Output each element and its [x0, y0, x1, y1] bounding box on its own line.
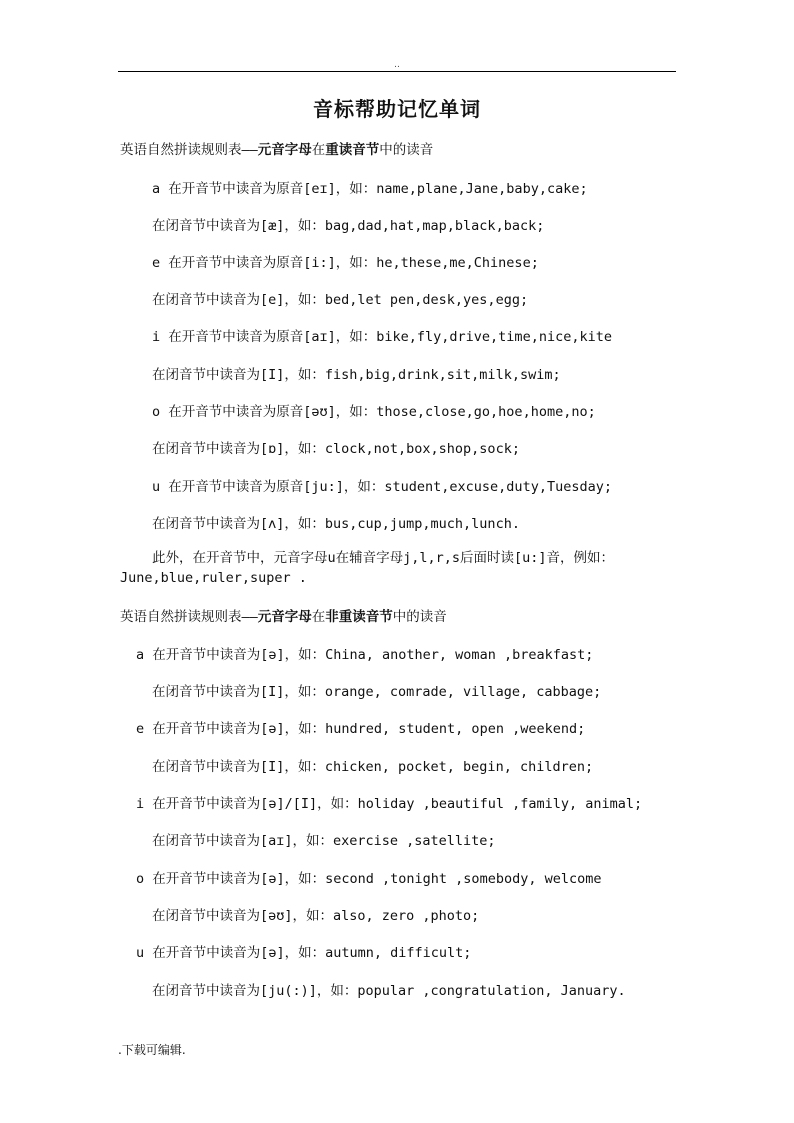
- rule-line: 在闭音节中读音为[I]，如：orange, comrade, village, cabbage;: [152, 684, 602, 700]
- section-heading-bold-syllable: 重读音节: [325, 142, 380, 158]
- rule-line: 在闭音节中读音为[əʊ]，如：also, zero ,photo;: [152, 908, 480, 924]
- rule-line: i 在开音节中读音为[ə]/[I]，如：holiday ,beautiful ,family, animal;: [136, 796, 643, 812]
- section-heading-unstressed: [120, 605, 447, 625]
- rule-line: o 在开音节中读音为[ə]，如：second ,tonight ,somebody, welcome: [136, 871, 602, 887]
- rule-line: 在闭音节中读音为[ɒ]，如：clock,not,box,shop,sock;: [152, 441, 520, 457]
- rule-line: a 在开音节中读音为[ə]，如：China, another, woman ,breakfast;: [136, 647, 594, 663]
- section-heading-mid: 在: [311, 142, 326, 158]
- section-heading-suffix: 中的读音: [392, 609, 447, 625]
- section-heading-stressed: [120, 138, 433, 158]
- note-paragraph: 此外，在开音节中，元音字母u在辅音字母j,l,r,s后面时读[u:]音，例如：June,blue,ruler,super .: [120, 550, 615, 586]
- section-heading-mid: 在: [311, 609, 326, 625]
- section-heading-prefix: 英语自然拼读规则表——: [120, 609, 258, 625]
- rule-line: 在闭音节中读音为[I]，如：fish,big,drink,sit,milk,swim;: [152, 367, 561, 383]
- section-heading-suffix: 中的读音: [379, 142, 434, 158]
- rule-line: u 在开音节中读音为[ə]，如：autumn, difficult;: [136, 945, 472, 961]
- rule-line: a 在开音节中读音为原音[eɪ]，如：name,plane,Jane,baby,cake;: [152, 181, 588, 197]
- rule-line: o 在开音节中读音为原音[əʊ]，如：those,close,go,hoe,home,no;: [152, 404, 596, 420]
- rule-line: e 在开音节中读音为原音[i:]，如：he,these,me,Chinese;: [152, 255, 539, 271]
- section-heading-bold-vowel: 元音字母: [257, 609, 312, 625]
- section-heading-bold-syllable: 非重读音节: [325, 609, 393, 625]
- header-mark: ..: [394, 60, 400, 70]
- rule-line: u 在开音节中读音为原音[ju:]，如：student,excuse,duty,Tuesday;: [152, 479, 612, 495]
- rule-line: 在闭音节中读音为[ʌ]，如：bus,cup,jump,much,lunch.: [152, 516, 520, 532]
- rule-line: 在闭音节中读音为[ju(:)]，如：popular ,congratulation, January.: [152, 983, 626, 999]
- rule-line: 在闭音节中读音为[I]，如：chicken, pocket, begin, children;: [152, 759, 594, 775]
- rule-line: 在闭音节中读音为[æ]，如：bag,dad,hat,map,black,back;: [152, 218, 545, 234]
- rule-line: i 在开音节中读音为原音[aɪ]，如：bike,fly,drive,time,nice,kite: [152, 329, 612, 345]
- rule-line: 在闭音节中读音为[aɪ]，如：exercise ,satellite;: [152, 833, 496, 849]
- page-title: 音标帮助记忆单词: [313, 97, 481, 121]
- section-heading-bold-vowel: 元音字母: [257, 142, 312, 158]
- rule-line: 在闭音节中读音为[e]，如：bed,let pen,desk,yes,egg;: [152, 292, 529, 308]
- header-rule: [118, 71, 676, 72]
- page-footer: .下载可编辑.: [118, 1043, 186, 1057]
- section-heading-prefix: 英语自然拼读规则表——: [120, 142, 258, 158]
- rule-line: e 在开音节中读音为[ə]，如：hundred, student, open ,weekend;: [136, 721, 586, 737]
